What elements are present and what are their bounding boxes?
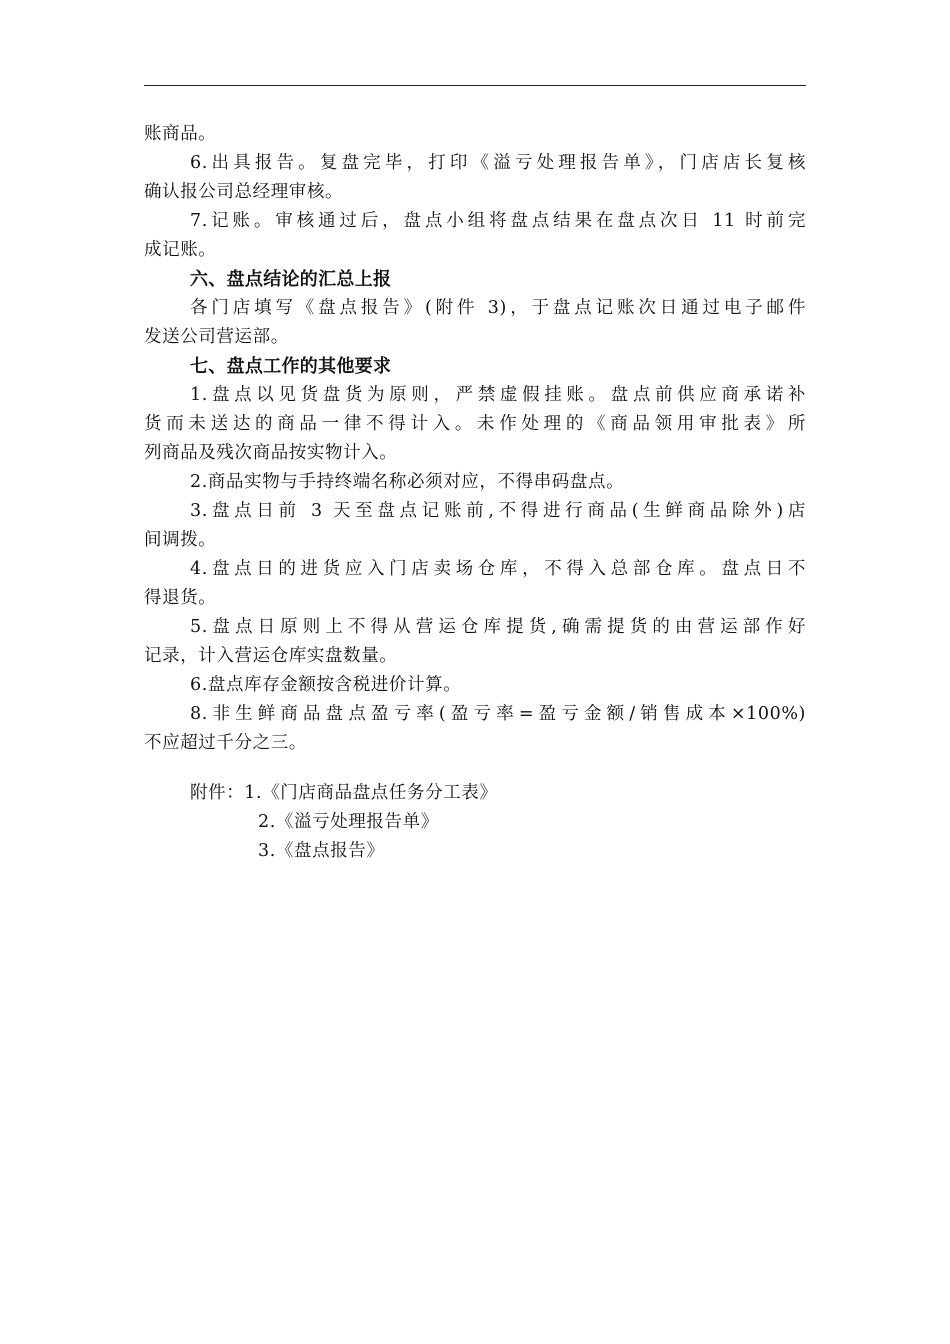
paragraph-line: 成记账。 [144,240,217,260]
paragraph-line: 3.盘点日前 3 天至盘点记账前,不得进行商品(生鲜商品除外)店 [190,501,806,521]
paragraph-line: 得退货。 [144,588,217,608]
paragraph-line: 账商品。 [144,124,217,144]
paragraph-line: 1.盘点以见货盘货为原则，严禁虚假挂账。盘点前供应商承诺补 [190,385,806,405]
spacer [144,758,806,779]
document-body [144,120,806,866]
section-heading-6: 六、盘点结论的汇总上报 [190,269,392,290]
attachment-item: 3.《盘点报告》 [258,841,385,861]
paragraph-line: 确认报公司总经理审核。 [144,182,344,202]
paragraph-line: 4.盘点日的进货应入门店卖场仓库，不得入总部仓库。盘点日不 [190,559,806,579]
paragraph-line: 2.商品实物与手持终端名称必须对应，不得串码盘点。 [190,472,625,492]
section-heading-7: 七、盘点工作的其他要求 [190,356,392,377]
attachment-item: 2.《溢亏处理报告单》 [258,812,439,832]
paragraph-line: 货而未送达的商品一律不得计入。未作处理的《商品领用审批表》所 [144,414,806,434]
paragraph-line: 记录，计入营运仓库实盘数量。 [144,646,398,666]
paragraph-line: 列商品及残次商品按实物计入。 [144,443,398,463]
paragraph-line: 6.盘点库存金额按含税进价计算。 [190,675,462,695]
paragraph-line: 7.记账。审核通过后，盘点小组将盘点结果在盘点次日 11 时前完 [190,211,806,231]
paragraph-line: 5.盘点日原则上不得从营运仓库提货,确需提货的由营运部作好 [190,617,806,637]
attachments-label: 附件：1.《门店商品盘点任务分工表》 [190,783,498,803]
header-rule [144,85,806,86]
paragraph-line: 发送公司营运部。 [144,327,289,347]
paragraph-line: 不应超过千分之三。 [144,733,307,753]
paragraph-line: 间调拨。 [144,530,217,550]
paragraph-line: 6.出具报告。复盘完毕，打印《溢亏处理报告单》，门店店长复核 [190,153,806,173]
paragraph-line: 各门店填写《盘点报告》(附件 3)，于盘点记账次日通过电子邮件 [190,298,806,318]
paragraph-line: 8.非生鲜商品盘点盈亏率(盈亏率=盈亏金额/销售成本×100%) [190,704,806,724]
